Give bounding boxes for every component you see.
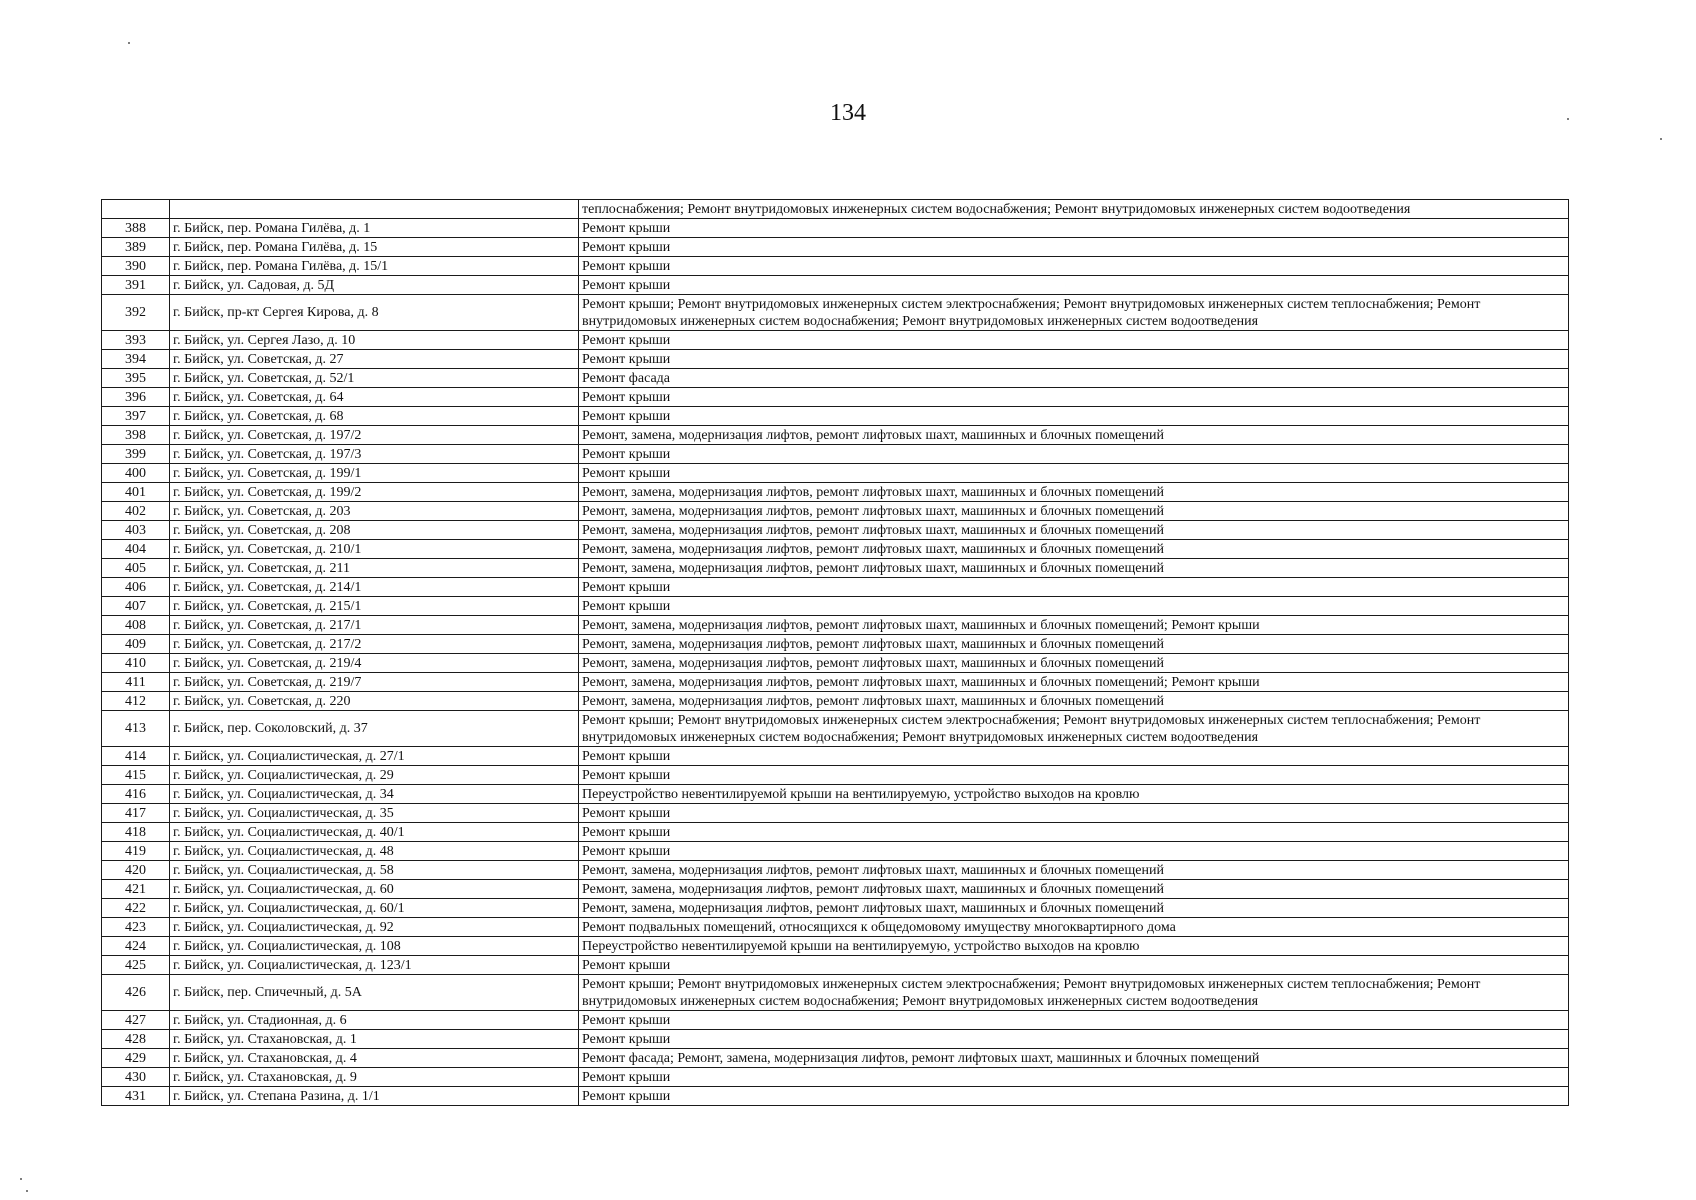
scan-speck bbox=[1567, 118, 1569, 120]
row-number: 406 bbox=[102, 578, 170, 597]
table-row bbox=[102, 747, 1569, 766]
row-work-type: Ремонт, замена, модернизация лифтов, ремонт лифтовых шахт, машинных и блочных помещений bbox=[579, 880, 1569, 899]
row-work-type: Ремонт, замена, модернизация лифтов, ремонт лифтовых шахт, машинных и блочных помещений bbox=[579, 559, 1569, 578]
row-number: 405 bbox=[102, 559, 170, 578]
row-address: г. Бийск, ул. Советская, д. 219/7 bbox=[170, 673, 579, 692]
table-body bbox=[102, 200, 1569, 1106]
table-row bbox=[102, 1011, 1569, 1030]
row-address: г. Бийск, ул. Социалистическая, д. 58 bbox=[170, 861, 579, 880]
table-row bbox=[102, 804, 1569, 823]
row-number: 398 bbox=[102, 426, 170, 445]
row-address: г. Бийск, ул. Социалистическая, д. 48 bbox=[170, 842, 579, 861]
table-row bbox=[102, 766, 1569, 785]
row-work-type: Переустройство невентилируемой крыши на вентилируемую, устройство выходов на кровлю bbox=[579, 937, 1569, 956]
row-number bbox=[102, 200, 170, 219]
row-number: 431 bbox=[102, 1087, 170, 1106]
row-address: г. Бийск, ул. Советская, д. 197/3 bbox=[170, 445, 579, 464]
row-work-type: Ремонт, замена, модернизация лифтов, ремонт лифтовых шахт, машинных и блочных помещений bbox=[579, 521, 1569, 540]
row-address: г. Бийск, ул. Советская, д. 217/2 bbox=[170, 635, 579, 654]
row-address bbox=[170, 200, 579, 219]
row-address: г. Бийск, ул. Социалистическая, д. 92 bbox=[170, 918, 579, 937]
row-address: г. Бийск, пр-кт Сергея Кирова, д. 8 bbox=[170, 295, 579, 331]
row-address: г. Бийск, ул. Советская, д. 214/1 bbox=[170, 578, 579, 597]
row-work-type: Ремонт крыши; Ремонт внутридомовых инженерных систем электроснабжения; Ремонт внутридомовых инженерных систем теплоснабжения; Ремонт внутридомовых инженерных систем водоснабжения; Ремонт внутридомовых инженерных систем водоотведения bbox=[579, 711, 1569, 747]
row-number: 394 bbox=[102, 350, 170, 369]
row-work-type: Ремонт подвальных помещений, относящихся к общедомовому имуществу многоквартирного дома bbox=[579, 918, 1569, 937]
row-address: г. Бийск, ул. Стадионная, д. 6 bbox=[170, 1011, 579, 1030]
row-address: г. Бийск, ул. Садовая, д. 5Д bbox=[170, 276, 579, 295]
row-number: 400 bbox=[102, 464, 170, 483]
table-row bbox=[102, 369, 1569, 388]
row-work-type: Ремонт крыши bbox=[579, 842, 1569, 861]
row-number: 403 bbox=[102, 521, 170, 540]
row-address: г. Бийск, ул. Социалистическая, д. 27/1 bbox=[170, 747, 579, 766]
row-address: г. Бийск, ул. Советская, д. 203 bbox=[170, 502, 579, 521]
row-work-type: Ремонт, замена, модернизация лифтов, ремонт лифтовых шахт, машинных и блочных помещений bbox=[579, 635, 1569, 654]
row-address: г. Бийск, ул. Степана Разина, д. 1/1 bbox=[170, 1087, 579, 1106]
table-row bbox=[102, 407, 1569, 426]
row-address: г. Бийск, ул. Советская, д. 211 bbox=[170, 559, 579, 578]
row-address: г. Бийск, ул. Советская, д. 220 bbox=[170, 692, 579, 711]
table-row bbox=[102, 1049, 1569, 1068]
table-row bbox=[102, 692, 1569, 711]
table-row bbox=[102, 880, 1569, 899]
row-address: г. Бийск, ул. Советская, д. 217/1 bbox=[170, 616, 579, 635]
table-row bbox=[102, 842, 1569, 861]
row-number: 411 bbox=[102, 673, 170, 692]
row-number: 428 bbox=[102, 1030, 170, 1049]
row-number: 408 bbox=[102, 616, 170, 635]
table-row bbox=[102, 388, 1569, 407]
row-address: г. Бийск, ул. Советская, д. 219/4 bbox=[170, 654, 579, 673]
row-work-type: Ремонт фасада; Ремонт, замена, модернизация лифтов, ремонт лифтовых шахт, машинных и блочных помещений bbox=[579, 1049, 1569, 1068]
row-work-type: теплоснабжения; Ремонт внутридомовых инженерных систем водоснабжения; Ремонт внутридомовых инженерных систем водоотведения bbox=[579, 200, 1569, 219]
row-number: 420 bbox=[102, 861, 170, 880]
table-row bbox=[102, 276, 1569, 295]
row-work-type: Ремонт, замена, модернизация лифтов, ремонт лифтовых шахт, машинных и блочных помещений bbox=[579, 540, 1569, 559]
table-row bbox=[102, 464, 1569, 483]
row-work-type: Ремонт крыши bbox=[579, 464, 1569, 483]
row-address: г. Бийск, ул. Стахановская, д. 1 bbox=[170, 1030, 579, 1049]
row-work-type: Ремонт крыши bbox=[579, 823, 1569, 842]
table-row bbox=[102, 540, 1569, 559]
table-row bbox=[102, 350, 1569, 369]
scan-speck bbox=[128, 42, 130, 44]
row-address: г. Бийск, пер. Спичечный, д. 5А bbox=[170, 975, 579, 1011]
row-work-type: Ремонт, замена, модернизация лифтов, ремонт лифтовых шахт, машинных и блочных помещений bbox=[579, 899, 1569, 918]
row-address: г. Бийск, пер. Романа Гилёва, д. 15 bbox=[170, 238, 579, 257]
row-number: 409 bbox=[102, 635, 170, 654]
row-address: г. Бийск, ул. Советская, д. 68 bbox=[170, 407, 579, 426]
table-row bbox=[102, 937, 1569, 956]
table-row bbox=[102, 1030, 1569, 1049]
row-work-type: Ремонт крыши bbox=[579, 1087, 1569, 1106]
row-work-type: Ремонт крыши bbox=[579, 804, 1569, 823]
row-address: г. Бийск, пер. Романа Гилёва, д. 15/1 bbox=[170, 257, 579, 276]
row-number: 412 bbox=[102, 692, 170, 711]
row-address: г. Бийск, пер. Соколовский, д. 37 bbox=[170, 711, 579, 747]
row-address: г. Бийск, ул. Социалистическая, д. 60/1 bbox=[170, 899, 579, 918]
row-number: 404 bbox=[102, 540, 170, 559]
row-work-type: Ремонт крыши bbox=[579, 597, 1569, 616]
row-number: 401 bbox=[102, 483, 170, 502]
row-number: 424 bbox=[102, 937, 170, 956]
row-address: г. Бийск, ул. Стахановская, д. 4 bbox=[170, 1049, 579, 1068]
row-work-type: Ремонт крыши bbox=[579, 1011, 1569, 1030]
row-work-type: Ремонт, замена, модернизация лифтов, ремонт лифтовых шахт, машинных и блочных помещений bbox=[579, 654, 1569, 673]
row-work-type: Ремонт крыши bbox=[579, 407, 1569, 426]
row-address: г. Бийск, ул. Социалистическая, д. 60 bbox=[170, 880, 579, 899]
table-row bbox=[102, 1068, 1569, 1087]
row-number: 416 bbox=[102, 785, 170, 804]
row-number: 414 bbox=[102, 747, 170, 766]
row-work-type: Переустройство невентилируемой крыши на вентилируемую, устройство выходов на кровлю bbox=[579, 785, 1569, 804]
table-row bbox=[102, 616, 1569, 635]
row-address: г. Бийск, ул. Социалистическая, д. 35 bbox=[170, 804, 579, 823]
row-address: г. Бийск, ул. Советская, д. 215/1 bbox=[170, 597, 579, 616]
row-number: 399 bbox=[102, 445, 170, 464]
table-row bbox=[102, 711, 1569, 747]
row-number: 410 bbox=[102, 654, 170, 673]
row-number: 391 bbox=[102, 276, 170, 295]
scan-speck bbox=[26, 1190, 28, 1192]
table-row bbox=[102, 257, 1569, 276]
table-row bbox=[102, 635, 1569, 654]
row-number: 390 bbox=[102, 257, 170, 276]
table-row bbox=[102, 654, 1569, 673]
scan-speck bbox=[1660, 138, 1662, 140]
row-address: г. Бийск, ул. Советская, д. 64 bbox=[170, 388, 579, 407]
row-work-type: Ремонт крыши bbox=[579, 1068, 1569, 1087]
row-address: г. Бийск, ул. Советская, д. 199/1 bbox=[170, 464, 579, 483]
row-number: 419 bbox=[102, 842, 170, 861]
row-address: г. Бийск, ул. Сергея Лазо, д. 10 bbox=[170, 331, 579, 350]
row-number: 402 bbox=[102, 502, 170, 521]
row-work-type: Ремонт крыши bbox=[579, 219, 1569, 238]
row-address: г. Бийск, ул. Советская, д. 210/1 bbox=[170, 540, 579, 559]
row-address: г. Бийск, ул. Советская, д. 199/2 bbox=[170, 483, 579, 502]
row-address: г. Бийск, ул. Социалистическая, д. 40/1 bbox=[170, 823, 579, 842]
row-number: 397 bbox=[102, 407, 170, 426]
row-number: 426 bbox=[102, 975, 170, 1011]
table-row bbox=[102, 918, 1569, 937]
table-row bbox=[102, 1087, 1569, 1106]
row-number: 418 bbox=[102, 823, 170, 842]
row-address: г. Бийск, ул. Социалистическая, д. 29 bbox=[170, 766, 579, 785]
table-row bbox=[102, 559, 1569, 578]
table-row bbox=[102, 956, 1569, 975]
row-work-type: Ремонт крыши; Ремонт внутридомовых инженерных систем электроснабжения; Ремонт внутридомовых инженерных систем теплоснабжения; Ремонт внутридомовых инженерных систем водоснабжения; Ремонт внутридомовых инженерных систем водоотведения bbox=[579, 295, 1569, 331]
row-work-type: Ремонт, замена, модернизация лифтов, ремонт лифтовых шахт, машинных и блочных помещений bbox=[579, 483, 1569, 502]
row-number: 415 bbox=[102, 766, 170, 785]
row-work-type: Ремонт крыши bbox=[579, 747, 1569, 766]
table-row bbox=[102, 597, 1569, 616]
row-number: 395 bbox=[102, 369, 170, 388]
table-row bbox=[102, 426, 1569, 445]
row-work-type: Ремонт, замена, модернизация лифтов, ремонт лифтовых шахт, машинных и блочных помещений bbox=[579, 692, 1569, 711]
row-address: г. Бийск, ул. Социалистическая, д. 34 bbox=[170, 785, 579, 804]
row-number: 392 bbox=[102, 295, 170, 331]
repair-register-table bbox=[101, 199, 1569, 1106]
row-work-type: Ремонт, замена, модернизация лифтов, ремонт лифтовых шахт, машинных и блочных помещений bbox=[579, 502, 1569, 521]
row-number: 423 bbox=[102, 918, 170, 937]
row-work-type: Ремонт крыши bbox=[579, 388, 1569, 407]
row-number: 407 bbox=[102, 597, 170, 616]
row-address: г. Бийск, ул. Советская, д. 27 bbox=[170, 350, 579, 369]
row-address: г. Бийск, ул. Советская, д. 52/1 bbox=[170, 369, 579, 388]
row-address: г. Бийск, ул. Стахановская, д. 9 bbox=[170, 1068, 579, 1087]
row-number: 393 bbox=[102, 331, 170, 350]
row-work-type: Ремонт, замена, модернизация лифтов, ремонт лифтовых шахт, машинных и блочных помещений; Ремонт крыши bbox=[579, 673, 1569, 692]
row-number: 389 bbox=[102, 238, 170, 257]
row-work-type: Ремонт крыши bbox=[579, 1030, 1569, 1049]
row-number: 422 bbox=[102, 899, 170, 918]
table-row bbox=[102, 578, 1569, 597]
row-address: г. Бийск, ул. Социалистическая, д. 108 bbox=[170, 937, 579, 956]
row-work-type: Ремонт крыши bbox=[579, 956, 1569, 975]
row-work-type: Ремонт крыши bbox=[579, 276, 1569, 295]
table-row bbox=[102, 975, 1569, 1011]
row-number: 429 bbox=[102, 1049, 170, 1068]
scan-speck bbox=[20, 1178, 22, 1180]
table-row bbox=[102, 823, 1569, 842]
row-number: 388 bbox=[102, 219, 170, 238]
row-number: 417 bbox=[102, 804, 170, 823]
row-address: г. Бийск, ул. Социалистическая, д. 123/1 bbox=[170, 956, 579, 975]
row-work-type: Ремонт крыши bbox=[579, 445, 1569, 464]
table-row bbox=[102, 502, 1569, 521]
row-work-type: Ремонт, замена, модернизация лифтов, ремонт лифтовых шахт, машинных и блочных помещений bbox=[579, 861, 1569, 880]
row-work-type: Ремонт, замена, модернизация лифтов, ремонт лифтовых шахт, машинных и блочных помещений bbox=[579, 426, 1569, 445]
table-row bbox=[102, 219, 1569, 238]
row-address: г. Бийск, ул. Советская, д. 208 bbox=[170, 521, 579, 540]
table-row bbox=[102, 200, 1569, 219]
table-row bbox=[102, 331, 1569, 350]
table-row bbox=[102, 238, 1569, 257]
table-row bbox=[102, 295, 1569, 331]
row-work-type: Ремонт крыши bbox=[579, 766, 1569, 785]
row-work-type: Ремонт крыши bbox=[579, 238, 1569, 257]
row-work-type: Ремонт крыши bbox=[579, 257, 1569, 276]
row-number: 427 bbox=[102, 1011, 170, 1030]
table-row bbox=[102, 861, 1569, 880]
row-number: 425 bbox=[102, 956, 170, 975]
table-row bbox=[102, 899, 1569, 918]
row-work-type: Ремонт крыши bbox=[579, 331, 1569, 350]
row-work-type: Ремонт крыши bbox=[579, 578, 1569, 597]
table-row bbox=[102, 785, 1569, 804]
row-number: 396 bbox=[102, 388, 170, 407]
row-address: г. Бийск, пер. Романа Гилёва, д. 1 bbox=[170, 219, 579, 238]
table-row bbox=[102, 445, 1569, 464]
table-row bbox=[102, 673, 1569, 692]
row-work-type: Ремонт крыши; Ремонт внутридомовых инженерных систем электроснабжения; Ремонт внутридомовых инженерных систем теплоснабжения; Ремонт внутридомовых инженерных систем водоснабжения; Ремонт внутридомовых инженерных систем водоотведения bbox=[579, 975, 1569, 1011]
row-address: г. Бийск, ул. Советская, д. 197/2 bbox=[170, 426, 579, 445]
row-number: 413 bbox=[102, 711, 170, 747]
row-work-type: Ремонт, замена, модернизация лифтов, ремонт лифтовых шахт, машинных и блочных помещений; Ремонт крыши bbox=[579, 616, 1569, 635]
row-number: 430 bbox=[102, 1068, 170, 1087]
row-number: 421 bbox=[102, 880, 170, 899]
table-row bbox=[102, 521, 1569, 540]
row-work-type: Ремонт фасада bbox=[579, 369, 1569, 388]
table-row bbox=[102, 483, 1569, 502]
row-work-type: Ремонт крыши bbox=[579, 350, 1569, 369]
page-number: 134 bbox=[830, 100, 866, 126]
